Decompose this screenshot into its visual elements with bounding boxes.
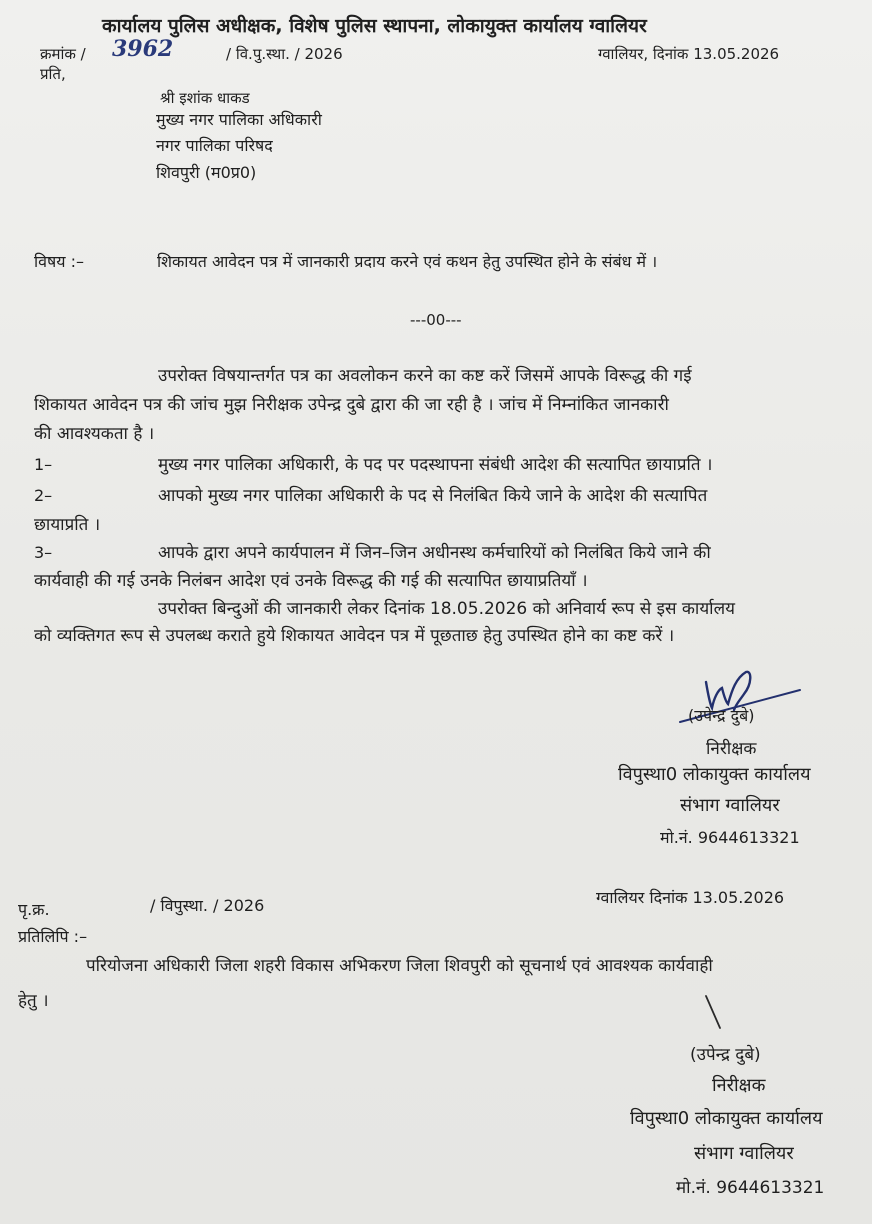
signatory-division: संभाग ग्वालियर [680,795,780,816]
intro-paragraph [34,362,854,449]
to-label: प्रति, [40,65,66,83]
item-text: आपके द्वारा अपने कार्यपालन में जिन–जिन अधीनस्थ कर्मचारियों को निलंबित किये जाने की [158,543,711,563]
item-text: आपको मुख्य नगर पालिका अधिकारी के पद से निलंबित किये जाने के आदेश की सत्यापित [158,486,708,506]
separator: ---00--- [410,311,462,329]
signatory-mobile: मो.नं. 9644613321 [676,1178,825,1198]
signatory-mobile: मो.नं. 9644613321 [660,828,800,847]
intro-line: उपरोक्त विषयान्तर्गत पत्र का अवलोकन करने का कष्ट करें जिसमें आपके विरूद्ध की गई [158,366,692,386]
signatory-title: निरीक्षक [712,1075,766,1096]
endorsement-date: ग्वालियर दिनांक 13.05.2026 [596,888,785,907]
intro-line: की आवश्यकता है । [34,424,155,444]
recipient-designation: मुख्य नगर पालिका अधिकारी [156,110,322,129]
item-text: मुख्य नगर पालिका अधिकारी, के पद पर पदस्थापना संबंधी आदेश की सत्यापित छायाप्रति । [158,455,713,475]
item-text: कार्यवाही की गई उनके निलंबन आदेश एवं उनके विरूद्ध की गई की सत्यापित छायाप्रतियॉं । [34,571,588,591]
closing-line: को व्यक्तिगत रूप से उपलब्ध कराते हुये शिकायत आवेदन पत्र में पूछताछ हेतु उपस्थित होने का कष्ट करें । [34,626,675,646]
ref-label: क्रमांक / [40,45,86,63]
item-number: 2– [34,486,53,505]
signatory-name: (उपेन्द्र दुबे) [688,706,755,725]
subject-text: शिकायत आवेदन पत्र में जानकारी प्रदाय करने एवं कथन हेतु उपस्थित होने के संबंध में । [157,252,658,271]
copy-text: हेतु । [18,991,49,1011]
signatory-office: विपुस्था0 लोकायुक्त कार्यालय [618,764,811,785]
signatory-office: विपुस्था0 लोकायुक्त कार्यालय [630,1108,823,1129]
copy-label: प्रतिलिपि :– [18,927,88,946]
office-heading: कार्यालय पुलिस अधीक्षक, विशेष पुलिस स्थापना, लोकायुक्त कार्यालय ग्वालियर [102,15,647,37]
endorsement-ref: पृ.क्र. [18,900,50,919]
signatory-division: संभाग ग्वालियर [694,1143,794,1164]
recipient-place: शिवपुरी (म0प्र0) [156,163,257,182]
closing-line: उपरोक्त बिन्दुओं की जानकारी लेकर दिनांक 18.05.2026 को अनिवार्य रूप से इस कार्यालय [158,599,735,619]
ref-suffix: / वि.पु.स्था. / 2026 [226,45,343,63]
endorsement-ref-suffix: / विपुस्था. / 2026 [150,896,265,915]
intro-line: शिकायत आवेदन पत्र की जांच मुझ निरीक्षक उपेन्द्र दुबे द्वारा की जा रही है । जांच में निम्नांकित जानकारी [34,395,669,415]
recipient-name: श्री इशांक धाकड [160,89,250,107]
signatory-name: (उपेन्द्र दुबे) [690,1045,761,1065]
subject-label: विषय :– [34,252,85,271]
item-text: छायाप्रति । [34,515,101,535]
signatory-title: निरीक्षक [706,739,757,759]
recipient-office: नगर पालिका परिषद [156,136,273,155]
pen-mark [704,994,734,1034]
copy-text: परियोजना अधिकारी जिला शहरी विकास अभिकरण जिला शिवपुरी को सूचनार्थ एवं आवश्यक कार्यवाही [86,956,713,976]
item-number: 3– [34,543,53,562]
item-number: 1– [34,455,53,474]
ref-number-handwritten: 3962 [112,36,174,62]
letter-date: ग्वालियर, दिनांक 13.05.2026 [598,45,780,63]
